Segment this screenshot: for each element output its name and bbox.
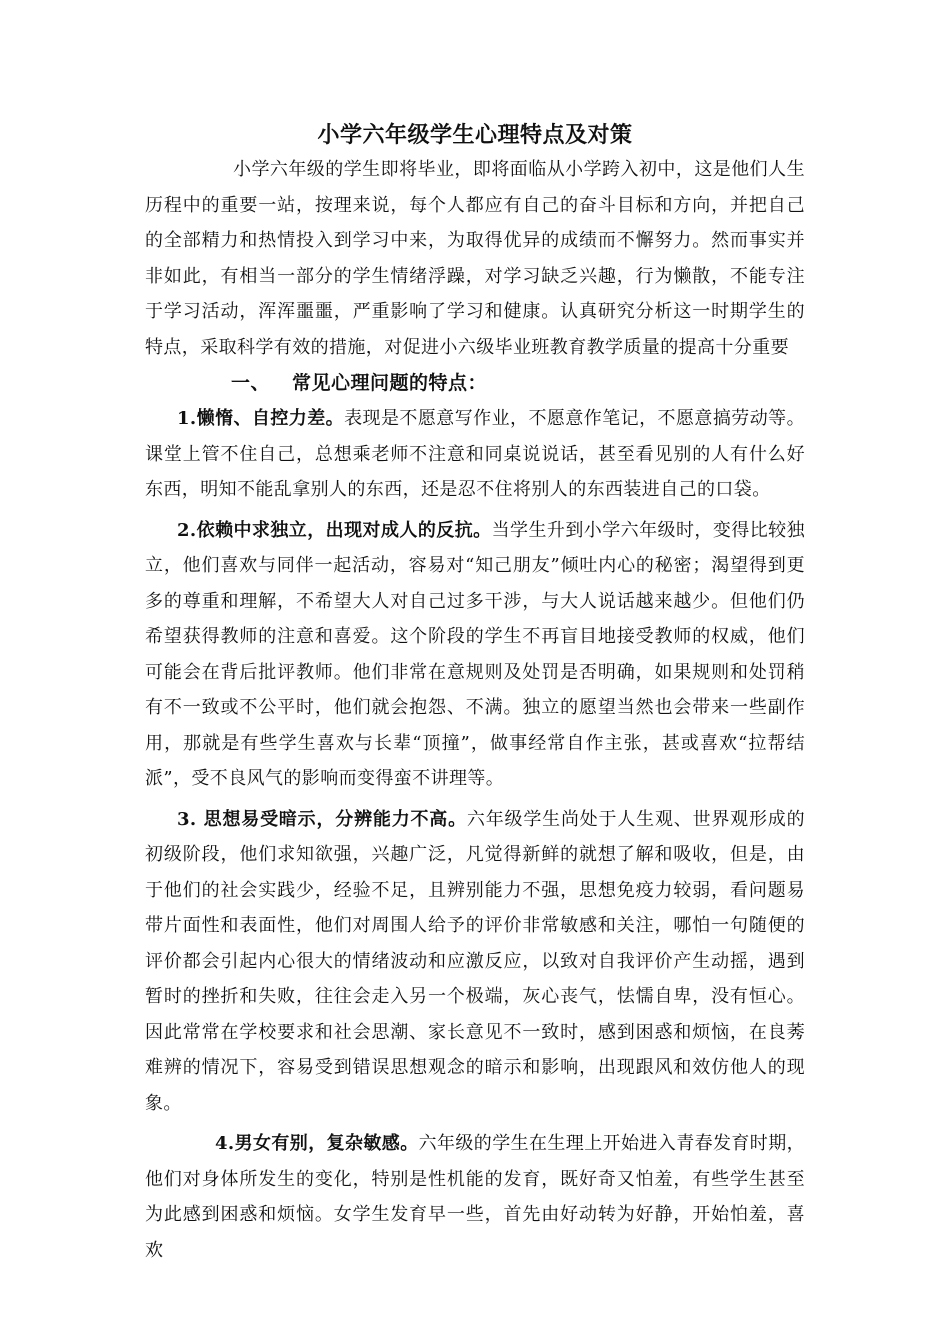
item-2-heading: 2.依赖中求独立，出现对成人的反抗。 (177, 519, 492, 541)
item-1-heading: 1.懒惰、自控力差。 (177, 408, 345, 429)
item-1-body: 表现是不愿意写作业，不愿意作笔记，不愿意搞劳动等。课堂上管不住自己，总想乘老师不注意和同桌说说话，甚至看见别的人有什么好东西，明知不能乱拿别人的东西，还是忍不住将别人的东西装进自己的口袋。 (145, 408, 805, 500)
item-4-paragraph (145, 1126, 805, 1268)
intro-paragraph: 小学六年级的学生即将毕业，即将面临从小学跨入初中，这是他们人生历程中的重要一站，按理来说，每个人都应有自己的奋斗目标和方向，并把自己的全部精力和热情投入到学习中来，为取得优异的成绩而不懈努力。然而事实并非如此，有相当一部分的学生情绪浮躁，对学习缺乏兴趣，行为懒散，不能专注于学习活动，浑浑噩噩，严重影响了学习和健康。认真研究分析这一时期学生的特点，采取科学有效的措施，对促进小六级毕业班教育教学质量的提高十分重要 (145, 159, 805, 358)
item-3-heading: 3. 思想易受暗示，分辨能力不高。 (177, 808, 467, 830)
section-title: 常见心理问题的特点： (292, 372, 488, 394)
item-2-body: 当学生升到小学六年级时，变得比较独立，他们喜欢与同伴一起活动，容易对“知己朋友”倾吐内心的秘密；渴望得到更多的尊重和理解，不希望大人对自己过多干涉，与大人说话越来越少。但他们仍希望获得教师的注意和喜爱。这个阶段的学生不再盲目地接受教师的权威，他们可能会在背后批评教师。他们非常在意规则及处罚是否明确，如果规则和处罚稍有不一致或不公平时，他们就会抱怨、不满。独立的愿望当然也会带来一些副作用，那就是有些学生喜欢与长辈“顶撞”，做事经常自作主张，甚或喜欢“拉帮结派”，受不良风气的影响而变得蛮不讲理等。 (145, 519, 805, 789)
document-title: 小学六年级学生心理特点及对策 (317, 122, 633, 148)
item-4-body: 六年级的学生在生理上开始进入青春发育时期，他们对身体所发生的变化，特别是性机能的发育，既好奇又怕羞，有些学生甚至为此感到困惑和烦恼。女学生发育早一些，首先由好动转为好静，开始怕羞，喜欢 (145, 1133, 805, 1261)
item-3-paragraph (145, 802, 805, 1122)
item-1-paragraph (145, 401, 805, 508)
item-3-body: 六年级学生尚处于人生观、世界观形成的初级阶段，他们求知欲强，兴趣广泛，凡觉得新鲜的就想了解和吸收，但是，由于他们的社会实践少，经验不足，且辨别能力不强，思想免疫力较弱，看问题易带片面性和表面性，他们对周围人给予的评价非常敏感和关注，哪怕一句随便的评价都会引起内心很大的情绪波动和应激反应，以致对自我评价产生动摇，遇到暂时的挫折和失败，往往会走入另一个极端，灰心丧气，怯懦自卑，没有恒心。因此常常在学校要求和社会思潮、家长意见不一致时，感到困惑和烦恼，在良莠难辨的情况下，容易受到错误思想观念的暗示和影响，出现跟风和效仿他人的现象。 (145, 808, 805, 1114)
item-4-heading: 4.男女有别，复杂敏感。 (215, 1133, 419, 1154)
section-number: 一、 (231, 372, 271, 394)
document-page (145, 118, 805, 1273)
section-heading (231, 365, 805, 401)
item-2-paragraph (145, 513, 805, 797)
